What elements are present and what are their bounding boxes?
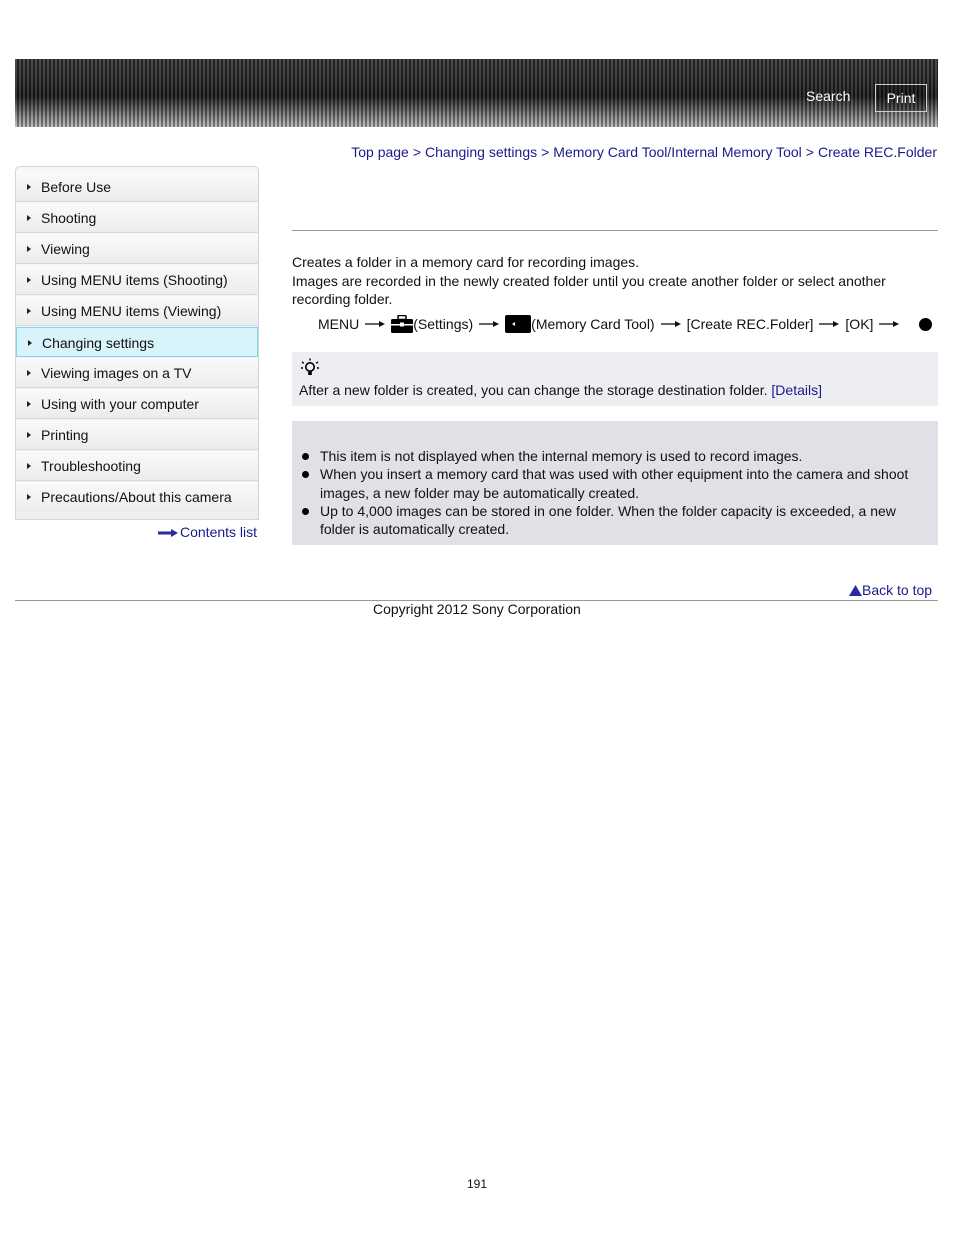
hint-text (299, 382, 822, 398)
breadcrumb-separator: > (412, 144, 422, 160)
list-item (300, 447, 920, 465)
title-divider (292, 230, 938, 231)
print-button[interactable]: Print (875, 84, 927, 112)
sidebar-nav (15, 166, 259, 520)
note-box (292, 421, 938, 545)
center-button-icon (919, 318, 932, 331)
bullet-icon (302, 471, 309, 478)
card-tool-label: (Memory Card Tool) (531, 316, 655, 332)
triangle-right-icon (27, 432, 31, 438)
sidebar-item-label: Viewing (41, 241, 90, 257)
triangle-right-icon (28, 340, 32, 346)
arrow-right-icon (661, 320, 681, 328)
sidebar-item-using-computer[interactable] (16, 389, 258, 419)
back-to-top-link[interactable] (849, 582, 932, 598)
ok-label: [OK] (845, 316, 874, 332)
arrow-right-icon (365, 320, 385, 328)
hint-sentence: After a new folder is created, you can change the storage destination folder. (299, 382, 768, 398)
breadcrumb-separator: > (805, 144, 814, 160)
header-bar (15, 59, 938, 127)
triangle-right-icon (27, 215, 31, 221)
triangle-right-icon (27, 494, 31, 500)
intro-line: Creates a folder in a memory card for recording images. (292, 254, 640, 270)
sidebar-item-before-use[interactable] (16, 172, 258, 202)
sidebar-item-label: Shooting (41, 210, 97, 226)
bullet-icon (302, 508, 309, 515)
list-item (300, 502, 920, 539)
intro-line: Images are recorded in the newly created folder until you create another folder or select another recording folder. (292, 272, 886, 307)
triangle-right-icon (27, 370, 31, 376)
sidebar-item-menu-viewing[interactable] (16, 296, 258, 326)
triangle-right-icon (27, 246, 31, 252)
note-text: When you insert a memory card that was used with other equipment into the camera and shoot images, a new folder may be automatically created. (320, 466, 909, 501)
sidebar-item-label: Using with your computer (41, 396, 199, 412)
arrow-right-icon (879, 320, 899, 328)
sidebar-item-changing-settings[interactable] (16, 327, 258, 357)
sidebar-item-label: Using MENU items (Viewing) (41, 303, 222, 319)
hint-box (292, 352, 938, 406)
contents-list-link[interactable] (158, 524, 257, 540)
breadcrumb (351, 144, 937, 160)
sidebar-item-menu-shooting[interactable] (16, 265, 258, 295)
triangle-right-icon (27, 277, 31, 283)
settings-label: (Settings) (413, 316, 474, 332)
breadcrumb-create-rec-folder[interactable]: Create REC.Folder (817, 144, 937, 160)
copyright-text: Copyright 2012 Sony Corporation (373, 601, 581, 617)
sidebar-item-label: Printing (41, 427, 89, 443)
intro-text (292, 253, 938, 309)
breadcrumb-separator: > (541, 144, 550, 160)
sidebar-item-viewing[interactable] (16, 234, 258, 264)
sidebar-item-troubleshooting[interactable] (16, 451, 258, 481)
sidebar-item-viewing-on-tv[interactable] (16, 358, 258, 388)
toolbox-settings-icon (391, 315, 413, 333)
arrow-right-icon (479, 320, 499, 328)
create-rec-folder-label: [Create REC.Folder] (686, 316, 814, 332)
sidebar-item-precautions[interactable] (16, 482, 258, 512)
sidebar-item-label: Changing settings (42, 335, 155, 351)
lightbulb-hint-icon (300, 358, 320, 378)
arrow-right-icon (158, 529, 178, 537)
arrow-right-icon (819, 320, 839, 328)
bullet-icon (302, 453, 309, 460)
back-to-top-label: Back to top (862, 582, 933, 598)
breadcrumb-changing-settings[interactable]: Changing settings (425, 144, 538, 160)
breadcrumb-top-page[interactable]: Top page (351, 144, 409, 160)
note-text: This item is not displayed when the internal memory is used to record images. (320, 448, 803, 464)
sidebar-item-label: Before Use (41, 179, 112, 195)
triangle-up-icon (849, 585, 862, 596)
sidebar-item-printing[interactable] (16, 420, 258, 450)
triangle-right-icon (27, 184, 31, 190)
breadcrumb-memory-card-tool[interactable]: Memory Card Tool/Internal Memory Tool (553, 144, 802, 160)
details-link[interactable]: [Details] (771, 382, 822, 398)
note-text: Up to 4,000 images can be stored in one folder. When the folder capacity is exceeded, a new folder is automatically created. (320, 502, 896, 538)
note-list (300, 447, 920, 538)
search-link[interactable]: Search (806, 88, 851, 104)
list-item (300, 465, 920, 502)
menu-label: MENU (318, 316, 360, 332)
triangle-right-icon (27, 401, 31, 407)
memory-card-tool-icon (505, 315, 531, 333)
triangle-right-icon (27, 308, 31, 314)
sidebar-item-label: Using MENU items (Shooting) (41, 272, 228, 288)
contents-list-label: Contents list (180, 524, 258, 540)
triangle-right-icon (27, 463, 31, 469)
page-number: 191 (466, 1177, 488, 1191)
menu-path (318, 312, 932, 336)
sidebar-item-label: Viewing images on a TV (41, 365, 192, 381)
sidebar-item-shooting[interactable] (16, 203, 258, 233)
sidebar-item-label: Precautions/About this camera (41, 489, 232, 505)
sidebar-item-label: Troubleshooting (41, 458, 141, 474)
